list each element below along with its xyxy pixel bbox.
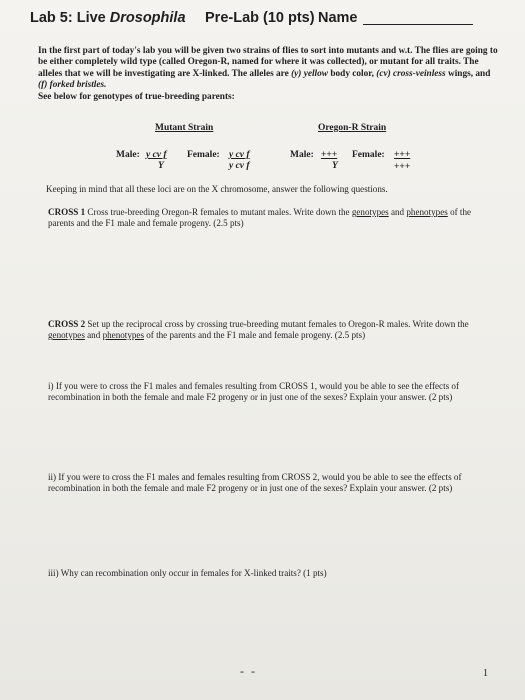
oregon-female-x-allele: +++	[394, 150, 411, 160]
keeping-in-mind-text: Keeping in mind that all these loci are on the X chromosome, answer the following questions.	[46, 184, 388, 194]
oregon-male-label: Male:	[290, 150, 314, 160]
cross2-genotypes: genotypes	[48, 330, 85, 341]
oregon-male-x-allele: +++	[321, 150, 338, 160]
question-ii: ii) If you were to cross the F1 males and females resulting from CROSS 2, would you be able to see the effects of recombination in both the female and male F2 progeny or in just one of the sexes? Explain your answer. (2 pts)	[48, 472, 462, 494]
cross2-prompt	[48, 319, 493, 341]
allele-yellow: (y) yellow	[291, 68, 328, 79]
see-below-text: See below for genotypes of true-breeding parents:	[38, 91, 235, 102]
mutant-female-genotype-top	[229, 150, 250, 160]
name-blank-line	[363, 24, 473, 25]
intro-paragraph	[38, 46, 498, 103]
cross1-prompt	[48, 207, 493, 229]
footer-dots: - -	[240, 664, 257, 678]
worksheet-header	[30, 10, 358, 26]
page-number: 1	[483, 668, 488, 679]
mutant-female-genotype-bottom: y cv f	[229, 161, 250, 171]
intro-text-3: wings, and	[445, 68, 491, 79]
cross1-phenotypes: phenotypes	[406, 207, 448, 217]
mutant-male-x-allele: y cv f	[146, 150, 167, 160]
cross1-genotypes: genotypes	[351, 207, 389, 217]
intro-text-2: body color,	[328, 68, 377, 79]
oregon-strain-title: Oregon-R Strain	[318, 123, 387, 133]
cross1-and: and	[388, 207, 407, 217]
cross1-text-end: of the parents and the F1 male and female progeny. (2.5 pts)	[48, 207, 472, 229]
question-iii: iii) Why can recombination only occur in females for X-linked traits? (1 pts)	[48, 568, 327, 578]
cross1-label: CROSS 1	[48, 207, 86, 217]
prelab-points: Pre-Lab (10 pts)	[205, 10, 315, 26]
oregon-female-genotype-top	[394, 150, 410, 160]
lab-title-prefix: Lab 5: Live	[30, 10, 110, 26]
oregon-female-label: Female:	[352, 150, 385, 160]
cross2-phenotypes: phenotypes	[102, 330, 144, 341]
oregon-male-genotype-top	[321, 150, 337, 160]
cross2-text-end: of the parents and the F1 male and female progeny. (2.5 pts)	[143, 330, 366, 341]
cross2-label: CROSS 2	[48, 319, 86, 329]
cross2-and: and	[84, 330, 103, 341]
intro-text: In the first part of today's lab you will be given two strains of flies to sort into mutants and w.t. The flies are going to be either completely wild type (called Oregon-R, named for where it was collected), or mutant for all traits. The alleles that we will be investigating are X-linked. The alleles are	[38, 46, 498, 79]
cross1-text: Cross true-breeding Oregon-R females to mutant males. Write down the	[85, 207, 352, 217]
lab-title	[30, 10, 186, 26]
mutant-female-x-allele: y cv f	[229, 150, 250, 160]
mutant-male-genotype-top	[146, 150, 167, 160]
mutant-female-label: Female:	[187, 150, 220, 160]
mutant-strain-title: Mutant Strain	[155, 123, 214, 133]
oregon-female-genotype-bottom: +++	[394, 162, 411, 172]
oregon-male-genotype-bottom: Y	[332, 161, 338, 171]
mutant-male-label: Male:	[116, 150, 140, 160]
mutant-male-genotype-bottom: Y	[158, 161, 164, 171]
allele-forked: (f) forked bristles.	[38, 80, 107, 91]
allele-cross-veinless: (cv) cross-veinless	[376, 68, 446, 79]
name-label: Name	[318, 10, 358, 26]
lab-title-italic: Drosophila	[109, 10, 186, 26]
question-i: i) If you were to cross the F1 males and females resulting from CROSS 1, would you be able to see the effects of recombination in both the female and male F2 progeny or in just one of the sexes? Explain your answer. (2 pts)	[48, 381, 459, 403]
cross2-text: Set up the reciprocal cross by crossing true-breeding mutant females to Oregon-R males. Write down the	[85, 319, 469, 329]
